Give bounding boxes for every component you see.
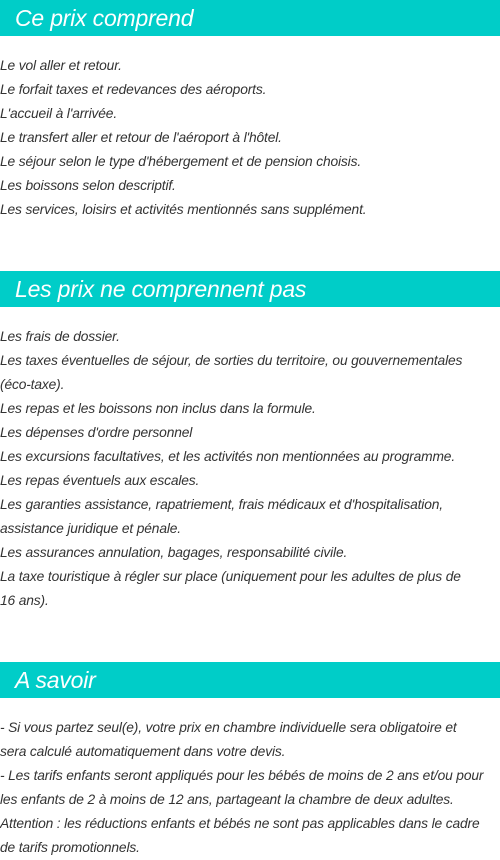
section-to-know	[0, 662, 500, 860]
line-item: Les assurances annulation, bagages, responsabilité civile.	[0, 545, 348, 560]
section-title: Les prix ne comprennent pas	[0, 271, 500, 307]
line-item: Les repas éventuels aux escales.	[0, 473, 200, 488]
line-item: Le transfert aller et retour de l'aéroport à l'hôtel.	[0, 130, 282, 145]
line-item: - Les tarifs enfants seront appliqués pour les bébés de moins de 2 ans et/ou pour	[0, 768, 484, 783]
line-item: Le forfait taxes et redevances des aéroports.	[0, 82, 267, 97]
line-item: assistance juridique et pénale.	[0, 521, 181, 536]
line-item: de tarifs promotionnels.	[0, 840, 140, 855]
line-item: les enfants de 2 à moins de 12 ans, partageant la chambre de deux adultes.	[0, 792, 454, 807]
line-item: Attention : les réductions enfants et bébés ne sont pas applicables dans le cadre	[0, 816, 480, 831]
section-price-includes	[0, 0, 500, 222]
line-item: (éco-taxe).	[0, 377, 65, 392]
line-item: Le vol aller et retour.	[0, 58, 122, 73]
section-lines	[0, 325, 500, 613]
line-item: Les boissons selon descriptif.	[0, 178, 176, 193]
line-item: Les frais de dossier.	[0, 329, 120, 344]
section-price-excludes	[0, 271, 500, 613]
line-item: Les repas et les boissons non inclus dans la formule.	[0, 401, 316, 416]
line-item: Les services, loisirs et activités mentionnés sans supplément.	[0, 202, 367, 217]
line-item: - Si vous partez seul(e), votre prix en chambre individuelle sera obligatoire et	[0, 720, 457, 735]
line-item: Les dépenses d'ordre personnel	[0, 425, 193, 440]
line-item: Les garanties assistance, rapatriement, frais médicaux et d'hospitalisation,	[0, 497, 443, 512]
line-item: La taxe touristique à régler sur place (uniquement pour les adultes de plus de	[0, 569, 461, 584]
section-title: Ce prix comprend	[0, 0, 500, 36]
section-lines	[0, 716, 500, 860]
section-lines	[0, 54, 500, 222]
line-item: sera calculé automatiquement dans votre devis.	[0, 744, 286, 759]
line-item: L'accueil à l'arrivée.	[0, 106, 117, 121]
section-title: A savoir	[0, 662, 500, 698]
line-item: Le séjour selon le type d'hébergement et de pension choisis.	[0, 154, 362, 169]
line-item: Les taxes éventuelles de séjour, de sorties du territoire, ou gouvernementales	[0, 353, 463, 368]
line-item: 16 ans).	[0, 593, 49, 608]
line-item: Les excursions facultatives, et les activités non mentionnées au programme.	[0, 449, 456, 464]
